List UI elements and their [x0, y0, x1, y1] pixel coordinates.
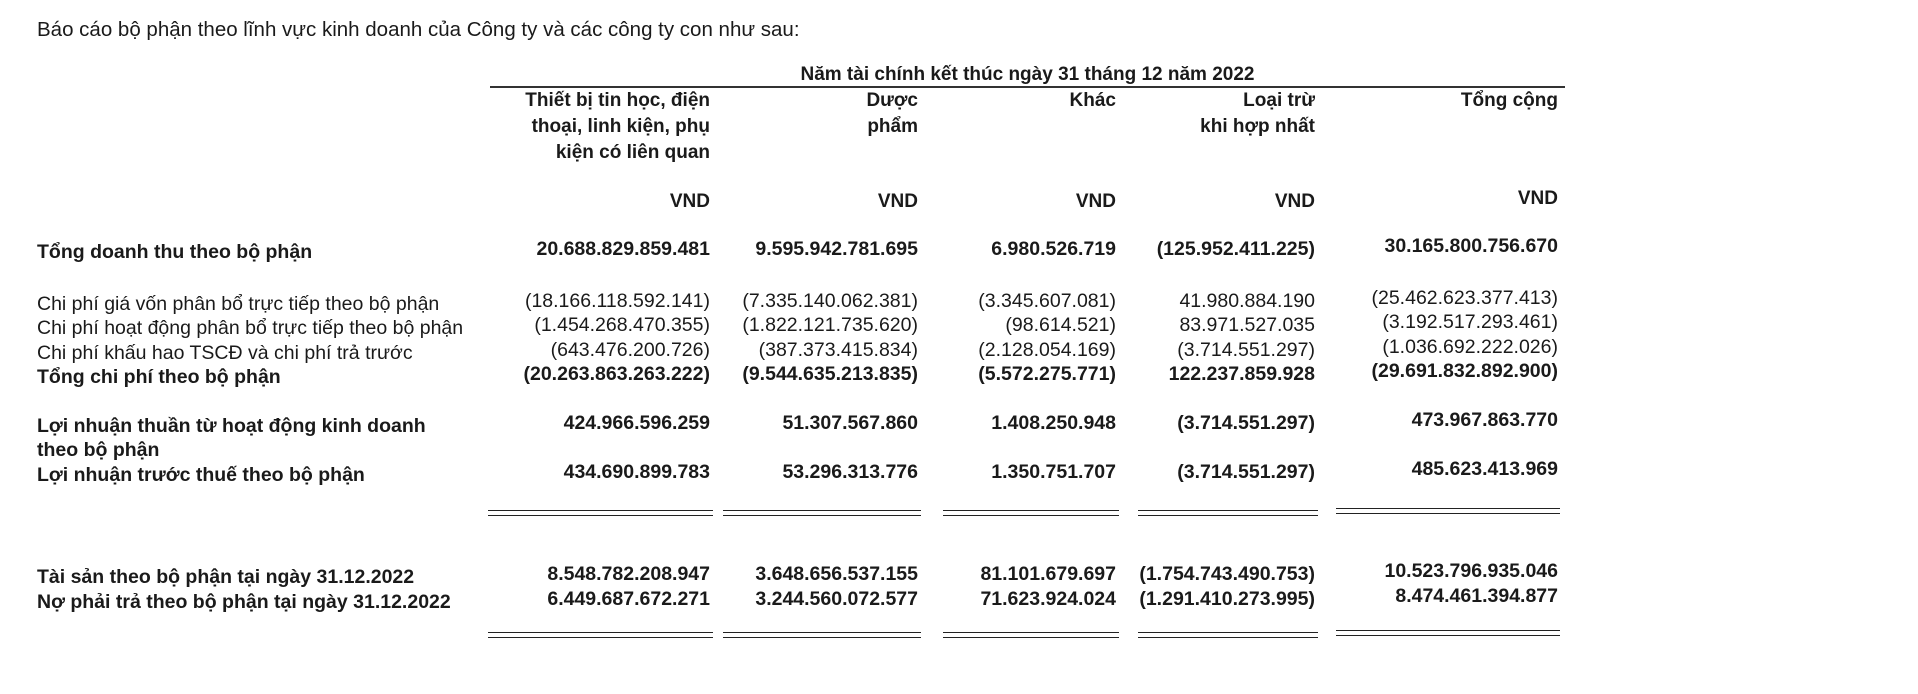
- cell-assets-total: 10.523.796.935.046: [1384, 560, 1558, 582]
- final-double-underline-other: [943, 632, 1119, 638]
- cell-liab-other: 71.623.924.024: [980, 588, 1116, 610]
- cell-opprofit-elim: (3.714.551.297): [1177, 412, 1315, 434]
- unit-total: VND: [1517, 188, 1558, 209]
- final-double-underline-it: [488, 632, 713, 638]
- cell-pbt-elim: (3.714.551.297): [1177, 461, 1315, 483]
- cell-revenue-it: 20.688.829.859.481: [536, 238, 710, 260]
- cell-opex-pharma: (1.822.121.735.620): [742, 314, 918, 336]
- cell-opprofit-it: 424.966.596.259: [563, 412, 710, 434]
- cell-opex-it: (1.454.268.470.355): [534, 314, 710, 336]
- col-header-pharma: Dược phẩm: [866, 90, 918, 137]
- cell-totcost-it: (20.263.863.263.222): [523, 363, 710, 385]
- cell-pbt-other: 1.350.751.707: [991, 461, 1116, 483]
- cell-opprofit-other: 1.408.250.948: [991, 412, 1116, 434]
- cell-cogs-pharma: (7.335.140.062.381): [742, 290, 918, 312]
- cell-liab-elim: (1.291.410.273.995): [1139, 588, 1315, 610]
- cell-opprofit-total: 473.967.863.770: [1411, 409, 1558, 431]
- row-label-operating-profit: Lợi nhuận thuần từ hoạt động kinh doanh: [37, 415, 426, 437]
- row-label-cogs: Chi phí giá vốn phân bổ trực tiếp theo bộ phận: [37, 293, 440, 315]
- cell-assets-other: 81.101.679.697: [980, 563, 1116, 585]
- row-label-operating-profit-line2: theo bộ phận: [37, 439, 160, 461]
- row-label-total-cost: Tổng chi phí theo bộ phận: [37, 366, 281, 388]
- cell-totcost-other: (5.572.275.771): [978, 363, 1116, 385]
- row-label-segment-assets: Tài sản theo bộ phận tại ngày 31.12.2022: [37, 566, 415, 588]
- double-underline-pharma: [723, 510, 921, 516]
- unit-other: VND: [1075, 191, 1116, 212]
- row-label-profit-before-tax: Lợi nhuận trước thuế theo bộ phận: [37, 464, 365, 486]
- cell-opex-total: (3.192.517.293.461): [1382, 311, 1558, 333]
- unit-pharma: VND: [877, 191, 918, 212]
- cell-totcost-elim: 122.237.859.928: [1168, 363, 1315, 385]
- unit-it-devices: VND: [669, 191, 710, 212]
- cell-revenue-pharma: 9.595.942.781.695: [755, 238, 918, 260]
- row-label-depreciation: Chi phí khấu hao TSCĐ và chi phí trả trước: [37, 342, 413, 364]
- final-double-underline-total: [1336, 630, 1560, 636]
- col-header-total: Tổng cộng: [1460, 90, 1558, 111]
- cell-assets-it: 8.548.782.208.947: [547, 563, 710, 585]
- cell-totcost-total: (29.691.832.892.900): [1371, 360, 1558, 382]
- row-label-opex: Chi phí hoạt động phân bổ trực tiếp theo bộ phận: [37, 317, 464, 339]
- cell-cogs-it: (18.166.118.592.141): [524, 290, 710, 312]
- cell-totcost-pharma: (9.544.635.213.835): [742, 363, 918, 385]
- col-header-it-devices: Thiết bị tin học, điện thoại, linh kiện, phụ kiện có liên quan: [525, 90, 710, 163]
- double-underline-elim: [1138, 510, 1318, 516]
- cell-liab-pharma: 3.244.560.072.577: [755, 588, 918, 610]
- cell-depr-it: (643.476.200.726): [550, 339, 710, 361]
- col-header-other: Khác: [1069, 90, 1116, 111]
- double-underline-total: [1336, 508, 1560, 514]
- cell-cogs-other: (3.345.607.081): [978, 290, 1116, 312]
- cell-opex-other: (98.614.521): [1005, 314, 1116, 336]
- period-title: Năm tài chính kết thúc ngày 31 tháng 12 năm 2022: [800, 64, 1255, 85]
- cell-pbt-pharma: 53.296.313.776: [782, 461, 918, 483]
- unit-elimination: VND: [1274, 191, 1315, 212]
- intro-text: Báo cáo bộ phận theo lĩnh vực kinh doanh của Công ty và các công ty con như sau:: [37, 18, 800, 41]
- cell-revenue-elim: (125.952.411.225): [1156, 238, 1315, 260]
- cell-liab-total: 8.474.461.394.877: [1395, 585, 1558, 607]
- cell-cogs-total: (25.462.623.377.413): [1371, 287, 1558, 309]
- double-underline-it: [488, 510, 713, 516]
- cell-revenue-total: 30.165.800.756.670: [1384, 235, 1558, 257]
- cell-opprofit-pharma: 51.307.567.860: [782, 412, 918, 434]
- cell-pbt-total: 485.623.413.969: [1411, 458, 1558, 480]
- cell-assets-elim: (1.754.743.490.753): [1139, 563, 1315, 585]
- double-underline-other: [943, 510, 1119, 516]
- row-label-total-revenue: Tổng doanh thu theo bộ phận: [37, 241, 313, 263]
- cell-opex-elim: 83.971.527.035: [1179, 314, 1315, 336]
- final-double-underline-pharma: [723, 632, 921, 638]
- cell-pbt-it: 434.690.899.783: [563, 461, 710, 483]
- row-label-segment-liabilities: Nợ phải trả theo bộ phận tại ngày 31.12.2022: [37, 591, 451, 613]
- cell-cogs-elim: 41.980.884.190: [1179, 290, 1315, 312]
- col-header-elimination: Loại trừ khi hợp nhất: [1200, 90, 1315, 137]
- cell-depr-elim: (3.714.551.297): [1177, 339, 1315, 361]
- cell-revenue-other: 6.980.526.719: [991, 238, 1116, 260]
- cell-depr-other: (2.128.054.169): [978, 339, 1116, 361]
- cell-liab-it: 6.449.687.672.271: [547, 588, 710, 610]
- cell-assets-pharma: 3.648.656.537.155: [755, 563, 918, 585]
- final-double-underline-elim: [1138, 632, 1318, 638]
- cell-depr-pharma: (387.373.415.834): [758, 339, 918, 361]
- cell-depr-total: (1.036.692.222.026): [1382, 336, 1558, 358]
